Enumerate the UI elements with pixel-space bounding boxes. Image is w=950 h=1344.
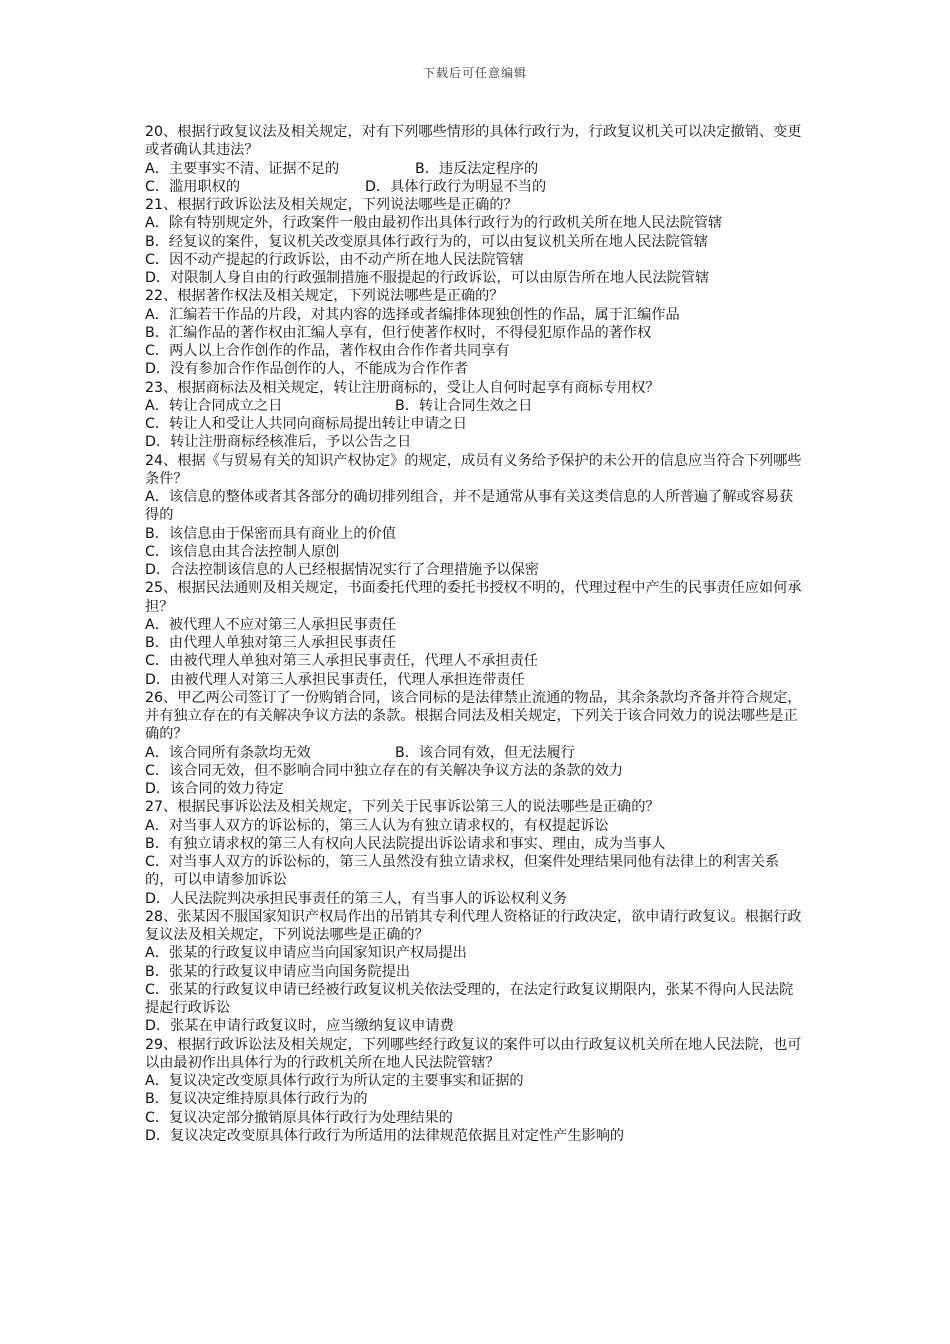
option-a: A．该信息的整体或者其各部分的确切排列组合，并不是通常从事有关这类信息的人所普遍了解或容易获得的 bbox=[145, 489, 794, 524]
option-b: B．有独立请求权的第三人有权向人民法院提出诉讼请求和事实、理由，成为当事人 bbox=[145, 835, 666, 852]
option-d: D．具体行政行为明显不当的 bbox=[365, 178, 547, 195]
page-header: 下载后可任意编辑 bbox=[422, 66, 527, 80]
option-a: A．该合同所有条款均无效 bbox=[145, 744, 311, 761]
question-21: 21、根据行政诉讼法及相关规定，下列说法哪些是正确的？ bbox=[145, 197, 518, 213]
option-a: A．除有特别规定外，行政案件一般由最初作出具体行政行为的行政机关所在地人民法院管辖 bbox=[145, 215, 723, 232]
option-a: A．转让合同成立之日 bbox=[145, 397, 283, 414]
option-b: B．该合同有效，但无法履行 bbox=[395, 744, 575, 761]
option-c: C．复议决定部分撤销原具体行政行为处理结果的 bbox=[145, 1109, 453, 1126]
option-b: B．经复议的案件，复议机关改变原具体行政行为的，可以由复议机关所在地人民法院管辖 bbox=[145, 233, 709, 250]
option-b: B．复议决定维持原具体行政行为的 bbox=[145, 1091, 368, 1108]
option-b: B．该信息由于保密而具有商业上的价值 bbox=[145, 525, 396, 542]
option-d: D．人民法院判决承担民事责任的第三人，有当事人的诉讼权利义务 bbox=[145, 890, 568, 907]
document-body bbox=[145, 123, 805, 1145]
option-c: C．由被代理人单独对第三人承担民事责任，代理人不承担责任 bbox=[145, 653, 538, 670]
option-d: D．没有参加合作作品创作的人，不能成为合作作者 bbox=[145, 361, 469, 378]
options-row bbox=[145, 160, 805, 178]
question-27: 27、根据民事诉讼法及相关规定，下列关于民事诉讼第三人的说法哪些是正确的？ bbox=[145, 799, 660, 816]
question-29: 29、根据行政诉讼法及相关规定，下列哪些经行政复议的案件可以由行政复议机关所在地人民法院，也可以由最初作出具体行为的行政机关所在地人民法院管辖？ bbox=[145, 1036, 802, 1071]
option-c: C．张某的行政复议申请已经被行政复议机关依法受理的，在法定行政复议期限内，张某不得向人民法院提起行政诉讼 bbox=[145, 981, 794, 1016]
option-a: A．复议决定改变原具体行政行为所认定的主要事实和证据的 bbox=[145, 1073, 524, 1089]
option-d: D．合法控制该信息的人已经根据情况实行了合理措施予以保密 bbox=[145, 562, 539, 578]
question-22: 22、根据著作权法及相关规定，下列说法哪些是正确的？ bbox=[145, 288, 504, 305]
question-24: 24、根据《与贸易有关的知识产权协定》的规定，成员有义务给予保护的未公开的信息应当符合下列哪些条件？ bbox=[145, 452, 802, 487]
option-c: C．该信息由其合法控制人原创 bbox=[145, 543, 340, 560]
option-d: D．张某在申请行政复议时，应当缴纳复议申请费 bbox=[145, 1018, 454, 1035]
options-row bbox=[145, 744, 805, 762]
option-c: C．转让人和受让人共同向商标局提出转让申请之日 bbox=[145, 416, 468, 432]
option-a: A．主要事实不清、证据不足的 bbox=[145, 160, 340, 177]
option-d: D．由被代理人对第三人承担民事责任，代理人承担连带责任 bbox=[145, 671, 525, 688]
option-d: D．转让注册商标经核准后，予以公告之日 bbox=[145, 434, 412, 451]
option-b: B．违反法定程序的 bbox=[415, 160, 539, 177]
option-b: B．张某的行政复议申请应当向国务院提出 bbox=[145, 963, 411, 980]
option-a: A．被代理人不应对第三人承担民事责任 bbox=[145, 616, 396, 633]
question-25: 25、根据民法通则及相关规定，书面委托代理的委托书授权不明的，代理过程中产生的民事责任应如何承担？ bbox=[145, 580, 802, 615]
option-d: D．该合同的效力待定 bbox=[145, 781, 284, 797]
option-c: C．因不动产提起的行政诉讼，由不动产所在地人民法院管辖 bbox=[145, 251, 524, 268]
option-d: D．对限制人身自由的行政强制措施不服提起的行政诉讼，可以由原告所在地人民法院管辖 bbox=[145, 270, 710, 286]
option-a: A．对当事人双方的诉讼标的，第三人认为有独立请求权的，有权提起诉讼 bbox=[145, 817, 609, 834]
option-b: B．汇编作品的著作权由汇编人享有，但行使著作权时，不得侵犯原作品的著作权 bbox=[145, 324, 652, 341]
question-28: 28、张某因不服国家知识产权局作出的吊销其专利代理人资格证的行政决定，欲申请行政复议。根据行政复议法及相关规定，下列说法哪些是正确的？ bbox=[145, 908, 802, 943]
option-c: C．对当事人双方的诉讼标的，第三人虽然没有独立请求权，但案件处理结果同他有法律上的利害关系的，可以申请参加诉讼 bbox=[145, 854, 780, 889]
option-b: B．转让合同生效之日 bbox=[395, 397, 533, 414]
option-a: A．张某的行政复议申请应当向国家知识产权局提出 bbox=[145, 945, 467, 962]
option-c: C．该合同无效，但不影响合同中独立存在的有关解决争议方法的条款的效力 bbox=[145, 762, 624, 779]
option-c: C．两人以上合作创作的作品，著作权由合作作者共同享有 bbox=[145, 343, 510, 359]
question-20: 20、根据行政复议法及相关规定，对有下列哪些情形的具体行政行为，行政复议机关可以决定撤销、变更或者确认其违法？ bbox=[145, 124, 802, 159]
question-26: 26、甲乙两公司签订了一份购销合同，该合同标的是法律禁止流通的物品，其余条款均齐备并符合规定，并有独立存在的有关解决争议方法的条款。根据合同法及相关规定，下列关于该合同效力的说法哪些是正确的？ bbox=[145, 689, 802, 743]
option-d: D．复议决定改变原具体行政行为所适用的法律规范依据且对定性产生影响的 bbox=[145, 1127, 625, 1144]
options-row bbox=[145, 397, 805, 415]
question-23: 23、根据商标法及相关规定，转让注册商标的，受让人自何时起享有商标专用权？ bbox=[145, 379, 660, 396]
option-c: C．滥用职权的 bbox=[145, 178, 241, 195]
option-b: B．由代理人单独对第三人承担民事责任 bbox=[145, 635, 396, 651]
options-row bbox=[145, 178, 805, 196]
option-a: A．汇编若干作品的片段，对其内容的选择或者编排体现独创性的作品，属于汇编作品 bbox=[145, 306, 680, 323]
